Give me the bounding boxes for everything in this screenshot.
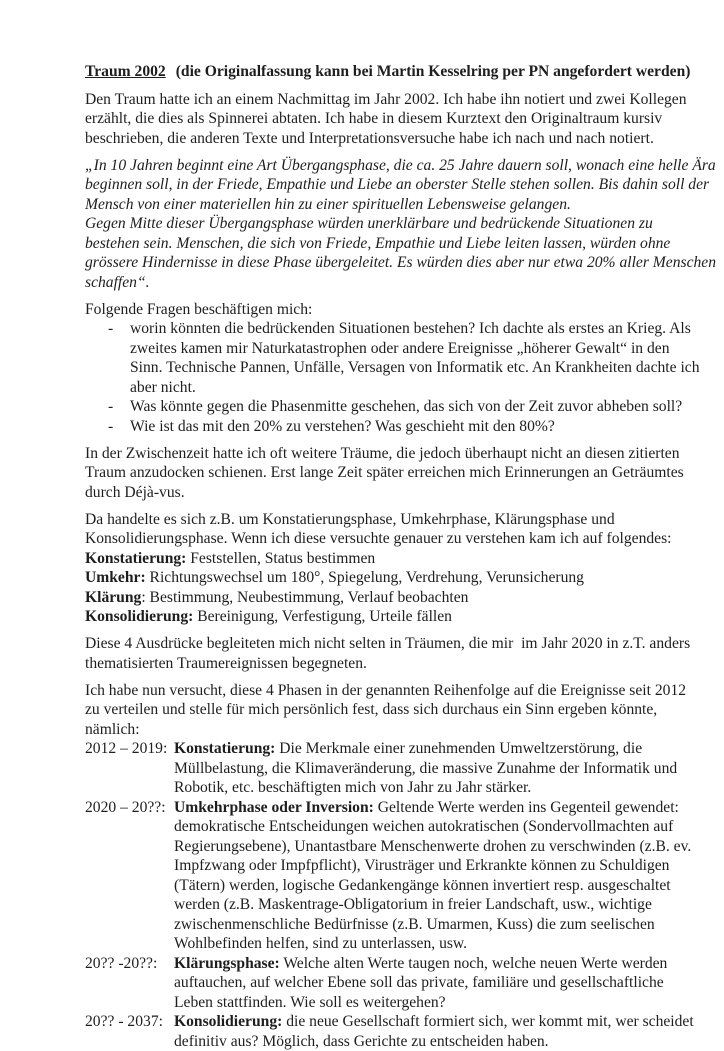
definition-text: Feststellen, Status bestimmen <box>186 550 375 567</box>
text-line: durch Déjà-vus. <box>85 483 700 503</box>
text-line: Sinn. Technische Pannen, Unfälle, Versagen von Informatik etc. An Krankheiten dachte ich <box>130 358 700 378</box>
text-line: „In 10 Jahren beginnt eine Art Übergangsphase, die ca. 25 Jahre dauern soll, wonach eine helle Ära <box>85 156 700 176</box>
dash-bullet-icon: - <box>108 397 113 417</box>
text-line: beginnen soll, in der Friede, Empathie und Liebe an oberster Stelle stehen sollen. Bis dahin soll der <box>85 175 700 195</box>
text-span: die neue Gesellschaft formiert sich, wer kommt mit, wer scheidet <box>282 1013 693 1030</box>
text-line: werden (z.B. Maskentrage-Obligatorium in freier Landschaft, usw., wichtige <box>174 895 700 915</box>
timeline-row <box>85 798 700 954</box>
timeline-body <box>174 954 700 1013</box>
timeline-body <box>174 1012 700 1051</box>
text-line: Was könnte gegen die Phasenmitte geschehen, das sich von der Zeit zuvor abheben soll? <box>130 397 700 417</box>
definition-row <box>85 588 700 608</box>
definition-term: Klärung <box>85 589 141 606</box>
definition-row <box>85 568 700 588</box>
text-line <box>174 739 700 759</box>
timeline-row <box>85 954 700 1013</box>
text-line: definitiv aus? Möglich, dass Gerichte zu entscheiden haben. <box>174 1032 700 1051</box>
title-main: Traum 2002 <box>85 63 166 80</box>
list-item <box>85 319 700 397</box>
timeline-term: Klärungsphase: <box>174 955 280 972</box>
text-span: Geltende Werte werden ins Gegenteil gewendet: <box>374 799 679 816</box>
text-line: beschrieben, die anderen Texte und Interpretationsversuche habe ich nach und nach notiert. <box>85 129 700 149</box>
timeline-body <box>174 739 700 798</box>
timeline-body <box>174 798 700 954</box>
text-line: Den Traum hatte ich an einem Nachmittag im Jahr 2002. Ich habe ihn notiert und zwei Kollegen <box>85 90 700 110</box>
timeline-row <box>85 739 700 798</box>
text-line <box>174 954 700 974</box>
text-line: schaffen“. <box>85 273 700 293</box>
text-line: Mensch von einer materiellen hin zu einer spirituellen Lebensweise gelangen. <box>85 195 700 215</box>
text-line: grössere Hindernisse in diese Phase übergeleitet. Es würden dies aber nur etwa 20% aller Menschen <box>85 253 700 273</box>
text-line: (Tätern) werden, logische Gedankengänge können invertiert resp. ausgeschaltet <box>174 876 700 896</box>
list-item <box>85 417 700 437</box>
questions-section <box>85 300 700 437</box>
timeline-period: 20?? -20??: <box>85 954 174 1013</box>
definition-text: Richtungswechsel um 180°, Spiegelung, Verdrehung, Verunsicherung <box>146 569 584 586</box>
text-line: auftauchen, auf welcher Ebene soll das private, familiäre und gesellschaftliche <box>174 973 700 993</box>
text-line: Ich habe nun versucht, diese 4 Phasen in der genannten Reihenfolge auf die Ereignisse seit 2012 <box>85 681 700 701</box>
list-item <box>85 397 700 417</box>
timeline-row <box>85 1012 700 1051</box>
text-line: Gegen Mitte dieser Übergangsphase würden unerklärbare und bedrückende Situationen zu <box>85 214 700 234</box>
text-line: Regierungsebene), Unantastbare Menschenwerte drohen zu verschwinden (z.B. ev. <box>174 837 700 857</box>
text-line: nämlich: <box>85 720 700 740</box>
timeline-period: 20?? - 2037: <box>85 1012 174 1051</box>
text-line: zweites kamen mir Naturkatastrophen oder andere Ereignisse „höherer Gewalt“ in den <box>130 339 700 359</box>
text-line: In der Zwischenzeit hatte ich oft weitere Träume, die jedoch überhaupt nicht an diesen zitierten <box>85 444 700 464</box>
definition-term: Konsolidierung: <box>85 608 193 625</box>
definition-term: Konstatierung: <box>85 550 186 567</box>
text-line: aber nicht. <box>130 378 700 398</box>
text-line: zu verteilen und stelle für mich persönlich fest, dass sich durchaus ein Sinn ergeben könnte, <box>85 700 700 720</box>
timeline-term: Konstatierung: <box>174 740 275 757</box>
meantime-paragraph <box>85 444 700 503</box>
text-line: Impfzwang oder Impfpflicht), Virusträger und Erkrankte können zu Schuldigen <box>174 856 700 876</box>
text-line: Da handelte es sich z.B. um Konstatierungsphase, Umkehrphase, Klärungsphase und <box>85 510 700 530</box>
text-line: Robotik, etc. beschäftigten mich von Jahr zu Jahr stärker. <box>174 778 700 798</box>
phases-paragraph <box>85 510 700 627</box>
definition-term: Umkehr: <box>85 569 146 586</box>
definition-row <box>85 607 700 627</box>
text-line: Konsolidierungsphase. Wenn ich diese versuchte genauer zu verstehen kam ich auf folgendes: <box>85 529 700 549</box>
definition-text: : Bestimmung, Neubestimmung, Verlauf beobachten <box>141 589 468 606</box>
title-subtitle: (die Originalfassung kann bei Martin Kesselring per PN angefordert werden) <box>176 63 691 80</box>
dream-quote <box>85 156 700 293</box>
text-line: bestehen sein. Menschen, die sich von Friede, Empathie und Liebe leiten lassen, würden ohne <box>85 234 700 254</box>
definition-text: Bereinigung, Verfestigung, Urteile fällen <box>193 608 452 625</box>
timeline-period: 2020 – 20??: <box>85 798 174 954</box>
questions-intro: Folgende Fragen beschäftigen mich: <box>85 300 700 320</box>
text-line <box>174 1012 700 1032</box>
timeline-period: 2012 – 2019: <box>85 739 174 798</box>
attempt-section <box>85 681 700 1051</box>
timeline-term: Konsolidierung: <box>174 1013 282 1030</box>
text-line: erzählt, die dies als Spinnerei abtaten. Ich habe in diesem Kurztext den Originaltraum kursiv <box>85 109 700 129</box>
text-line: zwischenmenschliche Bedürfnisse (z.B. Umarmen, Kuss) die zum seelischen <box>174 915 700 935</box>
text-line: Traum anzudocken schienen. Erst lange Zeit später erreichen mich Erinnerungen an Geträumtes <box>85 463 700 483</box>
text-line: Wie ist das mit den 20% zu verstehen? Was geschieht mit den 80%? <box>130 417 700 437</box>
text-span: Die Merkmale einer zunehmenden Umweltzerstörung, die <box>275 740 642 757</box>
text-line: Diese 4 Ausdrücke begleiteten mich nicht selten in Träumen, die mir im Jahr 2020 in z.T. anders <box>85 634 700 654</box>
text-line: thematisierten Traumereignissen begegneten. <box>85 654 700 674</box>
intro-paragraph <box>85 90 700 149</box>
text-line: worin könnten die bedrückenden Situationen bestehen? Ich dachte als erstes an Krieg. Als <box>130 319 700 339</box>
questions-list <box>85 319 700 436</box>
timeline-term: Umkehrphase oder Inversion: <box>174 799 374 816</box>
text-line: Leben stattfinden. Wie soll es weitergehen? <box>174 993 700 1013</box>
definition-row <box>85 549 700 569</box>
text-span: Welche alten Werte taugen noch, welche neuen Werte werden <box>280 955 668 972</box>
dash-bullet-icon: - <box>108 417 113 437</box>
dash-bullet-icon: - <box>108 319 113 339</box>
text-line: demokratische Entscheidungen weichen autokratischen (Sondervollmachten auf <box>174 817 700 837</box>
text-line: Müllbelastung, die Klimaveränderung, die massive Zunahme der Informatik und <box>174 759 700 779</box>
document-page <box>85 62 700 1051</box>
expressions-paragraph <box>85 634 700 673</box>
text-line <box>174 798 700 818</box>
text-line: Wohlbefinden helfen, sind zu unterlassen, usw. <box>174 934 700 954</box>
document-title <box>85 62 700 82</box>
